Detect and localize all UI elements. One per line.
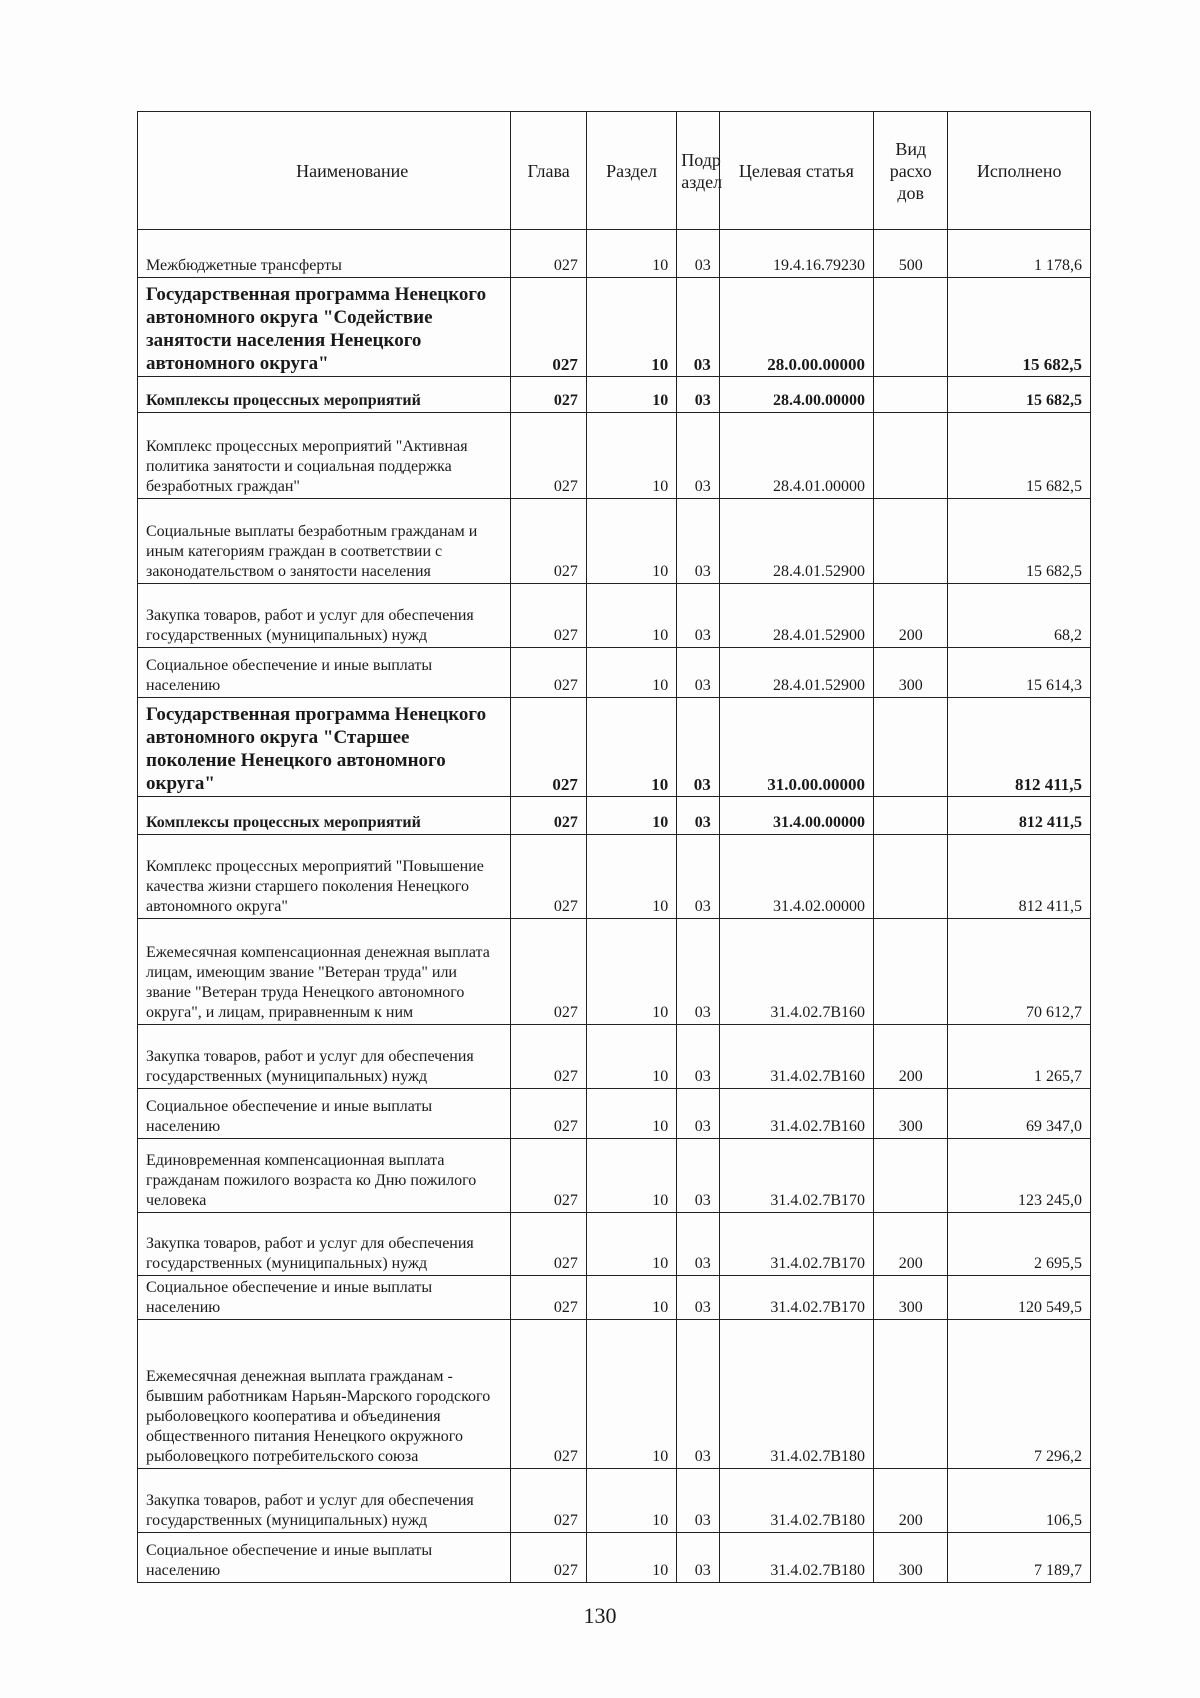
row-exp-type: 300 (874, 1089, 948, 1139)
row-name: Закупка товаров, работ и услуг для обеспечения государственных (муниципальных) нужд (138, 1469, 511, 1533)
row-executed: 812 411,5 (948, 797, 1091, 835)
row-name: Социальное обеспечение и иные выплаты населению (138, 1276, 511, 1320)
row-subsection: 03 (677, 377, 720, 413)
row-name: Комплексы процессных мероприятий (138, 377, 511, 413)
row-exp-type: 300 (874, 1533, 948, 1583)
table-row (138, 584, 1091, 648)
row-chapter: 027 (511, 230, 587, 278)
table-row (138, 499, 1091, 584)
table-row (138, 1469, 1091, 1533)
row-subsection: 03 (677, 1213, 720, 1276)
row-name: Социальное обеспечение и иные выплаты населению (138, 1089, 511, 1139)
row-executed: 15 682,5 (948, 499, 1091, 584)
row-subsection: 03 (677, 499, 720, 584)
row-exp-type: 200 (874, 584, 948, 648)
table-row (138, 919, 1091, 1025)
table-row (138, 1139, 1091, 1213)
row-chapter: 027 (511, 1469, 587, 1533)
row-target: 31.4.02.7В180 (719, 1533, 873, 1583)
row-subsection: 03 (677, 648, 720, 698)
row-chapter: 027 (511, 797, 587, 835)
row-section: 10 (586, 499, 676, 584)
row-target: 31.4.02.7В170 (719, 1213, 873, 1276)
row-section: 10 (586, 919, 676, 1025)
table-row (138, 797, 1091, 835)
page-number: 130 (583, 1603, 617, 1628)
row-name: Комплекс процессных мероприятий "Повышение качества жизни старшего поколения Ненецкого автономного округа" (138, 835, 511, 919)
row-section: 10 (586, 1276, 676, 1320)
table-row (138, 278, 1091, 377)
table-row (138, 648, 1091, 698)
row-section: 10 (586, 698, 676, 797)
row-name: Закупка товаров, работ и услуг для обеспечения государственных (муниципальных) нужд (138, 1213, 511, 1276)
row-subsection: 03 (677, 1139, 720, 1213)
row-name: Социальное обеспечение и иные выплаты населению (138, 648, 511, 698)
row-subsection: 03 (677, 797, 720, 835)
row-target: 28.4.01.52900 (719, 648, 873, 698)
table-row (138, 1276, 1091, 1320)
row-subsection: 03 (677, 1276, 720, 1320)
row-subsection: 03 (677, 413, 720, 499)
row-chapter: 027 (511, 648, 587, 698)
row-exp-type (874, 413, 948, 499)
row-exp-type (874, 278, 948, 377)
table-row (138, 413, 1091, 499)
row-chapter: 027 (511, 377, 587, 413)
row-target: 28.4.00.00000 (719, 377, 873, 413)
row-subsection: 03 (677, 278, 720, 377)
row-exp-type (874, 797, 948, 835)
row-chapter: 027 (511, 1276, 587, 1320)
header-name: Наименование (138, 112, 511, 230)
row-executed: 7 189,7 (948, 1533, 1091, 1583)
row-subsection: 03 (677, 1089, 720, 1139)
header-executed: Исполнено (948, 112, 1091, 230)
row-exp-type (874, 499, 948, 584)
row-executed: 2 695,5 (948, 1213, 1091, 1276)
row-name: Ежемесячная денежная выплата гражданам - бывшим работникам Нарьян-Марского городского рыболовецкого кооператива и объединения общественного питания Ненецкого окружного рыболовецкого потребительского союза (138, 1320, 511, 1469)
row-executed: 15 682,5 (948, 413, 1091, 499)
row-executed: 7 296,2 (948, 1320, 1091, 1469)
row-target: 28.4.01.00000 (719, 413, 873, 499)
row-name: Социальное обеспечение и иные выплаты населению (138, 1533, 511, 1583)
row-target: 31.4.02.00000 (719, 835, 873, 919)
row-executed: 120 549,5 (948, 1276, 1091, 1320)
row-section: 10 (586, 278, 676, 377)
row-section: 10 (586, 1025, 676, 1089)
row-target: 31.4.02.7В180 (719, 1469, 873, 1533)
row-name: Социальные выплаты безработным гражданам и иным категориям граждан в соответствии с законодательством о занятости населения (138, 499, 511, 584)
row-name: Закупка товаров, работ и услуг для обеспечения государственных (муниципальных) нужд (138, 1025, 511, 1089)
header-chapter: Глава (511, 112, 587, 230)
row-executed: 812 411,5 (948, 835, 1091, 919)
row-subsection: 03 (677, 584, 720, 648)
row-chapter: 027 (511, 1533, 587, 1583)
row-subsection: 03 (677, 1025, 720, 1089)
row-name: Государственная программа Ненецкого автономного округа "Старшее поколение Ненецкого автономного округа" (138, 698, 511, 797)
row-executed: 812 411,5 (948, 698, 1091, 797)
row-exp-type (874, 919, 948, 1025)
row-target: 31.4.02.7В170 (719, 1139, 873, 1213)
row-name: Межбюджетные трансферты (138, 230, 511, 278)
row-exp-type (874, 1320, 948, 1469)
row-exp-type: 200 (874, 1213, 948, 1276)
row-target: 31.4.02.7В160 (719, 1025, 873, 1089)
table-row (138, 377, 1091, 413)
row-executed: 15 682,5 (948, 278, 1091, 377)
table-row (138, 1025, 1091, 1089)
row-exp-type (874, 1139, 948, 1213)
table-header-row (138, 112, 1091, 230)
row-section: 10 (586, 835, 676, 919)
row-target: 31.0.00.00000 (719, 698, 873, 797)
row-section: 10 (586, 1320, 676, 1469)
row-target: 31.4.02.7В170 (719, 1276, 873, 1320)
row-chapter: 027 (511, 1139, 587, 1213)
row-chapter: 027 (511, 413, 587, 499)
row-executed: 68,2 (948, 584, 1091, 648)
row-chapter: 027 (511, 499, 587, 584)
table-row (138, 1213, 1091, 1276)
table-row (138, 230, 1091, 278)
row-executed: 106,5 (948, 1469, 1091, 1533)
table-row (138, 1089, 1091, 1139)
row-name: Комплекс процессных мероприятий "Активная политика занятости и социальная поддержка безработных граждан" (138, 413, 511, 499)
table-row (138, 698, 1091, 797)
row-target: 28.4.01.52900 (719, 499, 873, 584)
row-section: 10 (586, 1533, 676, 1583)
row-section: 10 (586, 1139, 676, 1213)
row-executed: 15 614,3 (948, 648, 1091, 698)
row-chapter: 027 (511, 1213, 587, 1276)
row-target: 28.4.01.52900 (719, 584, 873, 648)
row-section: 10 (586, 1213, 676, 1276)
table-row (138, 1533, 1091, 1583)
budget-table (137, 111, 1091, 1583)
row-subsection: 03 (677, 1533, 720, 1583)
row-target: 19.4.16.79230 (719, 230, 873, 278)
row-executed: 1 178,6 (948, 230, 1091, 278)
row-name: Ежемесячная компенсационная денежная выплата лицам, имеющим звание "Ветеран труда" или звание "Ветеран труда Ненецкого автономного округа", и лицам, приравненным к ним (138, 919, 511, 1025)
row-name: Государственная программа Ненецкого автономного округа "Содействие занятости населения Ненецкого автономного округа" (138, 278, 511, 377)
row-exp-type: 500 (874, 230, 948, 278)
row-subsection: 03 (677, 1320, 720, 1469)
row-subsection: 03 (677, 919, 720, 1025)
row-chapter: 027 (511, 698, 587, 797)
row-chapter: 027 (511, 1089, 587, 1139)
row-executed: 69 347,0 (948, 1089, 1091, 1139)
row-name: Закупка товаров, работ и услуг для обеспечения государственных (муниципальных) нужд (138, 584, 511, 648)
row-chapter: 027 (511, 584, 587, 648)
header-subsection: Подр аздел (677, 112, 720, 230)
row-name: Комплексы процессных мероприятий (138, 797, 511, 835)
row-executed: 70 612,7 (948, 919, 1091, 1025)
row-exp-type (874, 698, 948, 797)
row-executed: 1 265,7 (948, 1025, 1091, 1089)
row-chapter: 027 (511, 278, 587, 377)
header-exp-type: Вид расхо дов (874, 112, 948, 230)
row-name: Единовременная компенсационная выплата гражданам пожилого возраста ко Дню пожилого человека (138, 1139, 511, 1213)
row-section: 10 (586, 1089, 676, 1139)
row-target: 28.0.00.00000 (719, 278, 873, 377)
row-section: 10 (586, 413, 676, 499)
row-chapter: 027 (511, 1320, 587, 1469)
row-executed: 15 682,5 (948, 377, 1091, 413)
row-target: 31.4.02.7В160 (719, 919, 873, 1025)
row-chapter: 027 (511, 835, 587, 919)
row-section: 10 (586, 648, 676, 698)
row-exp-type (874, 377, 948, 413)
row-executed: 123 245,0 (948, 1139, 1091, 1213)
row-section: 10 (586, 230, 676, 278)
row-chapter: 027 (511, 1025, 587, 1089)
row-subsection: 03 (677, 230, 720, 278)
row-section: 10 (586, 377, 676, 413)
table-row (138, 835, 1091, 919)
row-section: 10 (586, 584, 676, 648)
header-section: Раздел (586, 112, 676, 230)
row-exp-type: 300 (874, 648, 948, 698)
row-exp-type (874, 835, 948, 919)
row-exp-type: 300 (874, 1276, 948, 1320)
row-chapter: 027 (511, 919, 587, 1025)
row-subsection: 03 (677, 835, 720, 919)
row-target: 31.4.02.7В180 (719, 1320, 873, 1469)
row-section: 10 (586, 1469, 676, 1533)
row-subsection: 03 (677, 698, 720, 797)
header-target: Целевая статья (719, 112, 873, 230)
table-row (138, 1320, 1091, 1469)
row-target: 31.4.00.00000 (719, 797, 873, 835)
row-subsection: 03 (677, 1469, 720, 1533)
row-exp-type: 200 (874, 1469, 948, 1533)
row-section: 10 (586, 797, 676, 835)
row-exp-type: 200 (874, 1025, 948, 1089)
row-target: 31.4.02.7В160 (719, 1089, 873, 1139)
